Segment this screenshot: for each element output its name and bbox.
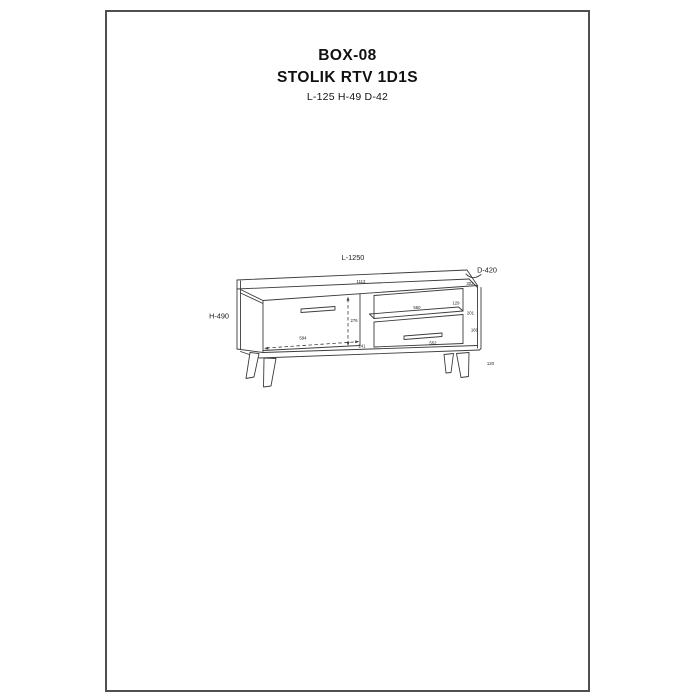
top-depth-label: 302 (466, 281, 474, 286)
leg-height-label: 120 (486, 361, 495, 366)
product-name: STOLIK RTV 1D1S (277, 68, 418, 86)
depth-leader-line (466, 274, 481, 278)
door-handle (301, 307, 335, 313)
model-title: BOX-08 (318, 47, 377, 64)
length-dim-label: L-1250 (341, 253, 365, 262)
depth-dim-label: D-420 (477, 265, 497, 275)
drawer-handle (404, 333, 442, 340)
niche-width-label: 560 (413, 305, 421, 310)
drawer-height-label: 160 (470, 327, 479, 333)
leg-back-right (444, 354, 454, 374)
drawer (374, 315, 463, 348)
cabinet-door (263, 294, 360, 353)
door-inner-height-label: 276 (350, 318, 358, 323)
door-bottom-label: 241 (358, 343, 366, 349)
overall-dimensions-text: L-125 H-49 D-42 (306, 91, 389, 103)
leg-front-left (264, 358, 277, 387)
door-width-label: 594 (299, 335, 307, 341)
leg-back-left (246, 353, 259, 379)
height-dim-label: H-490 (209, 311, 229, 321)
open-shelf-niche (370, 289, 464, 319)
drawer-width-label: 552 (429, 340, 437, 346)
niche-depth-label: 201 (466, 310, 475, 316)
interior-width-label: 1113 (356, 279, 366, 284)
leg-front-right (457, 353, 470, 378)
niche-height-label: 129 (452, 300, 460, 306)
